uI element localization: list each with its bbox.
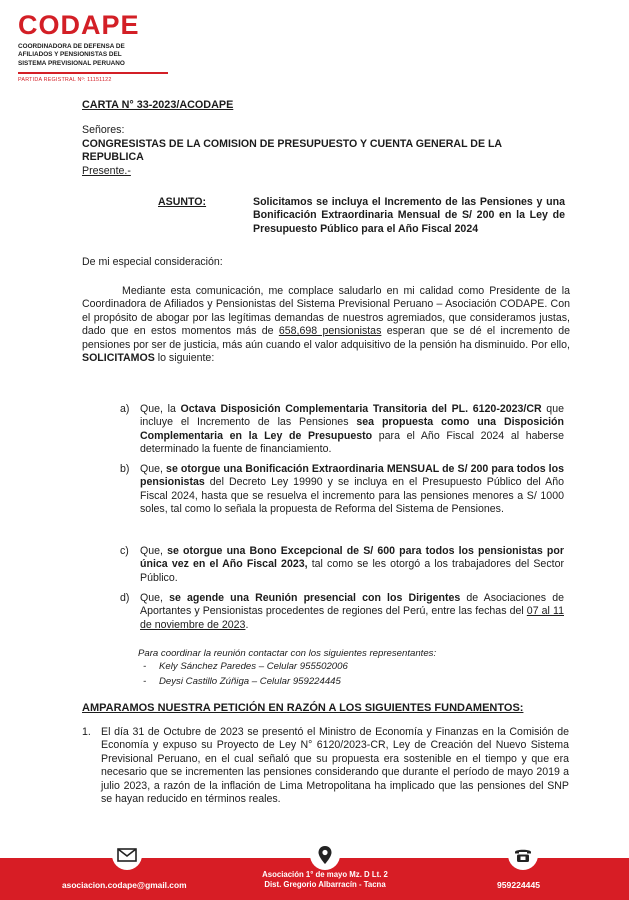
foundations-heading: AMPARAMOS NUESTRA PETICIÓN EN RAZÓN A LOS SIGUIENTES FUNDAMENTOS: bbox=[82, 702, 524, 714]
item-text-part: Que, bbox=[140, 463, 167, 475]
logo-subtitle-line: AFILIADOS Y PENSIONISTAS DEL bbox=[18, 51, 122, 59]
item-text-part: . bbox=[245, 618, 249, 631]
item-bold-part: se otorgue una Bonificación Extraordinaria MENSUAL de S/ 200 para todos los pensionistas bbox=[140, 463, 564, 489]
representative-row bbox=[143, 676, 443, 688]
footer-address-line: Dist. Gregorio Albarracín - Tacna bbox=[264, 880, 386, 890]
item-text bbox=[140, 545, 564, 585]
present-line: Presente.- bbox=[82, 165, 131, 177]
subject-label: ASUNTO: bbox=[158, 196, 207, 208]
item-marker: c) bbox=[120, 545, 129, 557]
intro-paragraph bbox=[82, 285, 570, 365]
representative-row bbox=[143, 661, 443, 673]
item-text-part: Que, bbox=[140, 545, 168, 557]
logo-subtitle-line: SISTEMA PREVISIONAL PERUANO bbox=[18, 59, 125, 67]
subject-text: Solicitamos se incluya el Incremento de las Pensiones y una Bonificación Extraordinaria Mensual de S/ 200 en la Ley de Presupuesto Público para el Año Fiscal 2024 bbox=[253, 196, 565, 235]
addressee: CONGRESISTAS DE LA COMISION DE PRESUPUESTO Y CUENTA GENERAL DE LA REPUBLICA bbox=[82, 138, 502, 164]
salutation: Señores: bbox=[82, 124, 125, 136]
representative-contact: Deysi Castillo Zúñiga – Celular 959224445 bbox=[159, 676, 341, 687]
item-text-part: Que, bbox=[140, 592, 170, 604]
location-pin-icon bbox=[310, 840, 340, 870]
footer-address bbox=[250, 870, 400, 891]
foundation-number: 1. bbox=[82, 726, 91, 738]
item-text-part: que incluye el Incremento de las Pensiones bbox=[140, 403, 564, 429]
item-text bbox=[140, 463, 564, 517]
registry-number: PARTIDA REGISTRAL Nº: 11151122 bbox=[18, 77, 112, 84]
item-text-part: para el Año Fiscal 2024 al haberse determinado la fuente de financiamiento. bbox=[140, 429, 564, 456]
footer-phone: 959224445 bbox=[497, 880, 541, 890]
footer-email: asociacion.codape@gmail.com bbox=[62, 880, 187, 890]
item-marker: a) bbox=[120, 403, 130, 415]
coordination-note: Para coordinar la reunión contactar con los siguientes representantes: bbox=[138, 648, 437, 659]
representative-contact: Kely Sánchez Paredes – Celular 955502006 bbox=[159, 661, 348, 672]
item-text-part: Que, la bbox=[140, 403, 181, 415]
meeting-dates: 07 al 11 de noviembre de 2023 bbox=[140, 605, 564, 631]
item-marker: b) bbox=[120, 463, 130, 475]
logo-divider bbox=[18, 72, 168, 74]
item-text bbox=[140, 403, 564, 457]
logo-subtitle bbox=[18, 43, 176, 68]
request-word: SOLICITAMOS bbox=[82, 352, 155, 365]
item-text bbox=[140, 592, 564, 632]
letter-number: CARTA N° 33-2023/ACODAPE bbox=[82, 99, 234, 111]
greeting: De mi especial consideración: bbox=[82, 256, 223, 268]
telephone-icon bbox=[508, 840, 538, 870]
item-text-part: del Decreto Ley 19990 y se incluya en el Presupuesto Público del Año Fiscal 2024, hasta que se resuelva el incremento para las pensiones menores a S/ 1000 soles, tal como lo señala la propuesta de Reforma del Sistema de Pensiones. bbox=[140, 476, 564, 516]
pensioner-count: 658,698 pensionistas bbox=[278, 325, 382, 338]
item-text-part: tal como se les otorgó a los trabajadores del Sector Público. bbox=[140, 558, 564, 584]
item-bold-part: Octava Disposición Complementaria Transitoria del PL. 6120-2023/CR bbox=[180, 403, 542, 415]
intro-text: Mediante esta comunicación, me complace saludarlo en mi calidad como Presidente de la Coordinadora de Afiliados y Pensionistas del Sistema Previsional Peruano – Asociación CODAPE. Con el propósito de abogar por las legítimas demandas de nuestros agremiados, que consideramos justas, dado que en estos momentos más de bbox=[82, 285, 570, 338]
footer-address-line: Asociación 1° de mayo Mz. D Lt. 2 bbox=[262, 870, 388, 879]
item-bold-part: se otorgue una Bono Excepcional de S/ 600 para todos los pensionistas por única vez en el Año Fiscal 2023, bbox=[140, 545, 564, 571]
logo-word: CODAPE bbox=[18, 10, 140, 40]
item-marker: d) bbox=[120, 592, 130, 604]
item-text-part: de Asociaciones de Aportantes y Pensionistas procedentes de regiones del Perú, entre las fechas del bbox=[140, 592, 564, 618]
intro-text: lo siguiente: bbox=[154, 352, 215, 365]
intro-text: esperan que se dé el incremento de pensiones por ser de justicia, más aún cuando el valor adquisitivo de la pensión ha disminuido. Por ello, bbox=[82, 325, 570, 351]
foundation-text: El día 31 de Octubre de 2023 se presentó el Ministro de Economía y Finanzas en la Comisión de Economía y expuso su Proyecto de Ley N° 6120/2023-CR, Ley de Creación del Nuevo Sistema Previsional Peruano, en el cual señaló que su propuesta era sostenible en el tiempo y que era necesario que se incrementen las pensiones considerando que durante el período de mayo 2019 a julio 2023, a razón de la inflación de Lima Metropolitana ha implicado que las pensiones del SNP se hayan reducido en términos reales. bbox=[101, 726, 569, 806]
codape-logo bbox=[18, 10, 176, 83]
item-bold-part: sea propuesta como una Disposición Complementaria en la Ley de Presupuesto bbox=[140, 416, 564, 442]
logo-subtitle-line: COORDINADORA DE DEFENSA DE bbox=[18, 43, 125, 50]
envelope-icon bbox=[112, 840, 142, 870]
rep-dash: - bbox=[143, 661, 147, 672]
rep-dash: - bbox=[143, 676, 147, 687]
item-bold-part: se agende una Reunión presencial con los Dirigentes bbox=[169, 592, 461, 604]
